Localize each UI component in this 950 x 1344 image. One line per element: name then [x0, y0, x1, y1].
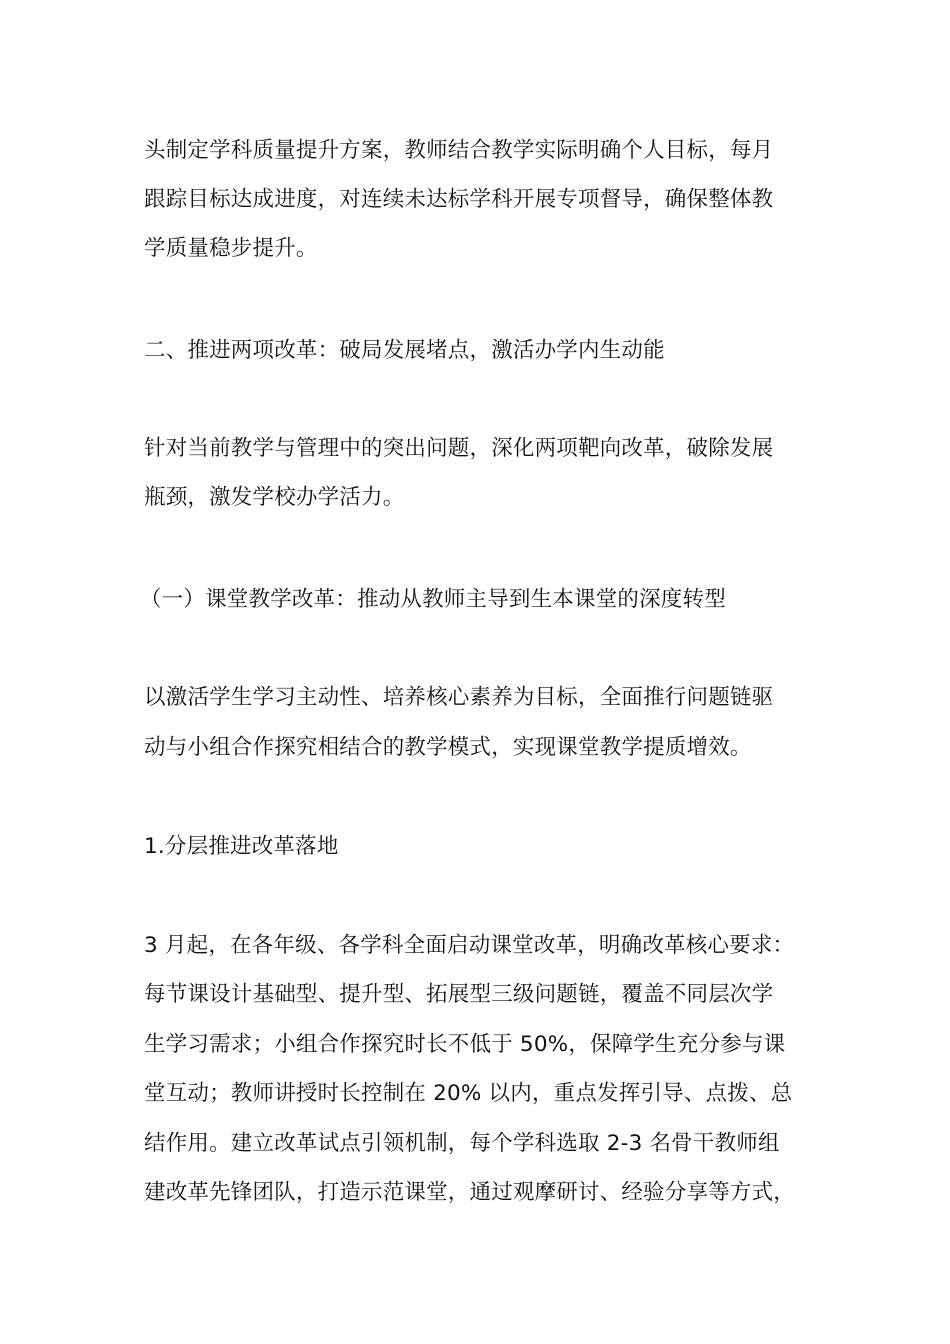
paragraph-line: 跟踪目标达成进度，对连续未达标学科开展专项督导，确保整体教: [144, 187, 774, 212]
paragraph-line: 瓶颈，激发学校办学活力。: [144, 485, 405, 510]
paragraph-line: 建改革先锋团队，打造示范课堂，通过观摩研讨、经验分享等方式，: [144, 1180, 796, 1205]
paragraph-line: 堂互动；教师讲授时长控制在 20% 以内，重点发挥引导、点拨、总: [144, 1081, 793, 1106]
subsection-heading: （一）课堂教学改革：推动从教师主导到生本课堂的深度转型: [140, 587, 726, 612]
item-heading: 1.分层推进改革落地: [144, 834, 339, 859]
paragraph-line: 结作用。建立改革试点引领机制，每个学科选取 2-3 名骨干教师组: [144, 1131, 780, 1156]
paragraph-line: 针对当前教学与管理中的突出问题，深化两项靶向改革，破除发展: [144, 436, 774, 461]
paragraph-line: 以激活学生学习主动性、培养核心素养为目标，全面推行问题链驱: [144, 685, 774, 710]
paragraph-line: 动与小组合作探究相结合的教学模式，实现课堂教学提质增效。: [144, 735, 752, 760]
paragraph-line: 3 月起，在各年级、各学科全面启动课堂改革，明确改革核心要求：: [144, 933, 795, 958]
section-heading: 二、推进两项改革：破局发展堵点，激活办学内生动能: [144, 338, 665, 363]
paragraph-line: 生学习需求；小组合作探究时长不低于 50%，保障学生充分参与课: [144, 1032, 786, 1057]
paragraph-line: 头制定学科质量提升方案，教师结合教学实际明确个人目标，每月: [144, 138, 774, 163]
paragraph-line: 每节课设计基础型、提升型、拓展型三级问题链，覆盖不同层次学: [144, 982, 774, 1007]
paragraph-line: 学质量稳步提升。: [144, 236, 318, 261]
